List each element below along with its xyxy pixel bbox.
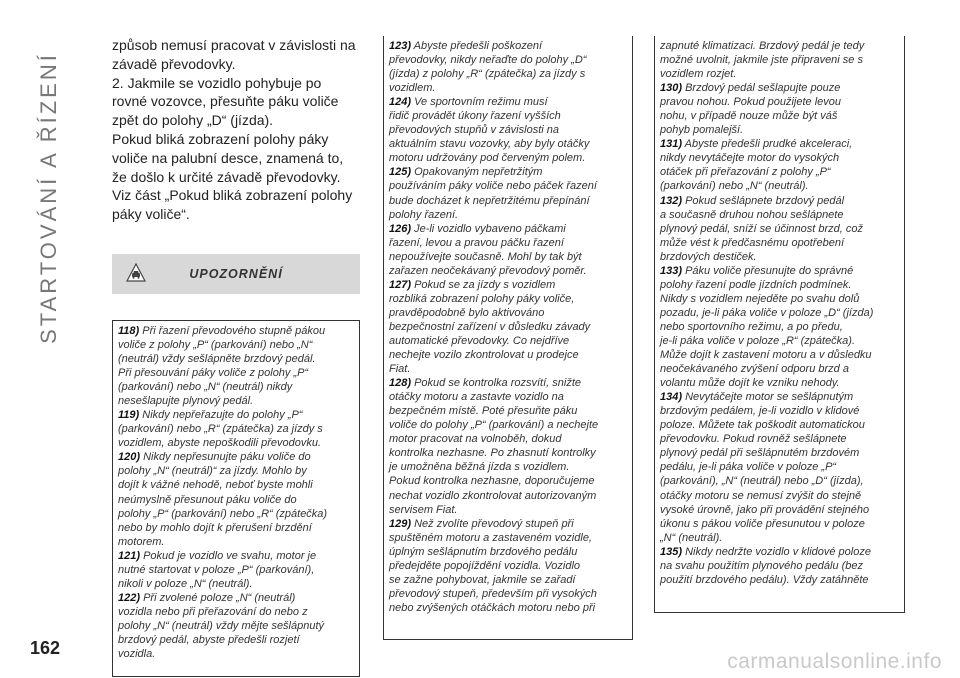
warning-car-icon: [126, 263, 146, 283]
note-line: [660, 81, 900, 95]
note-number: 118): [118, 324, 140, 337]
note-line: [118, 633, 355, 647]
intro-line: Viz část „Pokud bliká zobrazení polohy: [112, 187, 353, 204]
note-line: [389, 123, 628, 137]
note-text: Nikdy s vozidlem nejeděte po svahu dolů: [660, 292, 860, 305]
section-title: STARTOVÁNÍ A ŘÍZENÍ: [36, 52, 61, 344]
note-text: polohy řazení podle jízdních podmínek.: [660, 278, 852, 291]
note-text: je umožněna běžná jízda s vozidlem.: [389, 461, 570, 474]
note-text: polohy „N“ (neutrál) vždy mějte sešlápnutý: [118, 619, 325, 632]
warning-note: [389, 165, 628, 221]
note-line: [118, 619, 355, 633]
note-line: [389, 222, 628, 236]
intro-line: 2. Jakmile se vozidlo pohybuje po: [112, 74, 322, 91]
note-line: [660, 250, 900, 264]
note-line: [389, 53, 628, 67]
warning-note: [660, 545, 900, 587]
note-line: [389, 446, 628, 460]
note-text: a současně druhou nohou sešlápnete: [660, 208, 844, 221]
note-text: zařazen neočekávaný převodový poměr.: [389, 264, 587, 277]
note-text: (parkování) nebo „N“ (neutrál).: [660, 180, 809, 193]
warning-note: [389, 95, 628, 165]
warning-note: [118, 408, 355, 450]
note-text: brzdovým pedálem, je-li vozidlo v klidové: [660, 405, 860, 418]
note-number: 131): [660, 138, 683, 151]
note-number: 127): [389, 278, 412, 291]
note-line: [389, 362, 628, 376]
note-line: [118, 478, 355, 492]
intro-line: způsob nemusí pracovat v závislosti na: [112, 37, 356, 53]
warning-note: [389, 222, 628, 278]
note-number: 135): [660, 545, 683, 558]
note-line: [389, 320, 628, 334]
note-line: [389, 81, 628, 95]
note-text: bezpečnostní zařízení v důsledku závady: [389, 320, 591, 333]
note-line: [660, 194, 900, 208]
note-line: [660, 376, 900, 390]
note-text: (parkování), „N“ (neutrál) nebo „D“ (jízda),: [660, 475, 864, 488]
note-text: polohy „P“ (parkování) nebo „R“ (zpátečka): [118, 507, 328, 520]
note-text: Nevytáčejte motor se sešlápnutým: [682, 391, 854, 404]
note-line: [660, 489, 900, 503]
note-line: [389, 460, 628, 474]
note-line: [660, 123, 900, 137]
note-line: [389, 390, 628, 404]
note-text: úkonu s pákou voliče přesunutou v poloze: [660, 517, 865, 530]
warning-note: [118, 591, 355, 661]
note-text: spuštěném motoru a zastaveném vozidle,: [389, 531, 592, 544]
warning-header: [112, 254, 360, 294]
intro-line: zpět do polohy „D“ (jízda).: [112, 112, 274, 129]
note-text: motorem.: [118, 535, 165, 548]
note-text: Fiat.: [389, 363, 411, 376]
note-text: voliče z polohy „P“ (parkování) nebo „N“: [118, 339, 313, 352]
note-text: Pokud kontrolka nezhasne, doporučujeme: [389, 475, 595, 488]
note-text: motor pracovat na volnoběh, dokud: [389, 433, 562, 446]
note-text: zapnuté klimatizaci. Brzdový pedál je tedy: [660, 40, 865, 52]
note-number: 120): [118, 451, 141, 464]
note-text: převodových stupňů v závislosti na: [389, 124, 559, 137]
note-line: [389, 165, 628, 179]
note-text: Je-li vozidlo vybaveno páčkami: [411, 222, 566, 235]
note-text: „N“ (neutrál).: [660, 531, 723, 544]
note-line: [118, 422, 355, 436]
note-line: [660, 292, 900, 306]
note-line: [118, 366, 355, 380]
note-number: 129): [389, 517, 412, 530]
note-line: [660, 503, 900, 517]
warning-note: [660, 81, 900, 137]
note-text: voliče do polohy „P“ (parkování) a nechejte: [389, 419, 599, 432]
note-line: [118, 605, 355, 619]
note-line: [660, 179, 900, 193]
note-text: Nikdy nepřeřazujte do polohy „P“: [139, 409, 303, 422]
note-text: kontrolka nezhasne. Po zhasnutí kontrolky: [389, 447, 596, 460]
note-line: [389, 587, 628, 601]
note-text: nohu, v případě nouze může být váš: [660, 110, 838, 123]
note-text: řidič provádět úkony řazení vyšších: [389, 110, 561, 123]
note-line: [660, 222, 900, 236]
note-line: [118, 563, 355, 577]
note-line: [118, 450, 355, 464]
note-text: dojít k vážné nehodě, neboť byste mohli: [118, 479, 313, 492]
warning-note: [660, 39, 900, 81]
note-text: (neutrál) vždy sešlápněte brzdový pedál.: [118, 353, 316, 366]
note-line: [118, 352, 355, 366]
note-text: možné uvolnit, jakmile jste připraveni se s: [660, 54, 863, 67]
note-line: [389, 545, 628, 559]
note-text: Při zvolené poloze „N“ (neutrál): [140, 591, 296, 604]
note-line: [389, 67, 628, 81]
note-text: nebo sportovního režimu, a po předu,: [660, 320, 843, 333]
note-text: nesešlapujte plynový pedál.: [118, 395, 254, 408]
note-line: [389, 489, 628, 503]
note-line: [660, 545, 900, 559]
note-line: [118, 647, 355, 661]
note-text: volantu může dojít ke vzniku nehody.: [660, 377, 840, 390]
note-line: [660, 573, 900, 587]
note-line: [660, 517, 900, 531]
note-line: [389, 250, 628, 264]
note-text: Při řazení převodového stupně pákou: [139, 324, 326, 337]
note-line: [660, 236, 900, 250]
note-line: [389, 503, 628, 517]
watermark: carmanualsonline.info: [727, 650, 942, 673]
note-line: [660, 67, 900, 81]
note-text: Páku voliče přesunujte do správné: [682, 264, 854, 277]
note-text: plynový pedál, sníží se účinnost brzd, což: [660, 222, 863, 235]
note-text: polohy „N“ (neutrál)“ za jízdy. Mohlo by: [118, 465, 307, 478]
note-number: 122): [118, 591, 141, 604]
note-text: vozidlem rozjet.: [660, 68, 737, 81]
note-line: [660, 320, 900, 334]
note-text: používáním páky voliče nebo páček řazení: [389, 180, 597, 193]
note-text: pravděpodobně bylo aktivováno: [389, 306, 545, 319]
note-text: (parkování) nebo „N“ (neutrál) nikdy: [118, 381, 293, 394]
note-text: (parkování) nebo „R“ (zpátečka) za jízdy s: [118, 423, 323, 436]
note-line: [389, 418, 628, 432]
note-text: Abyste předešli poškození: [411, 40, 543, 52]
note-line: [660, 404, 900, 418]
note-text: polohy řazení.: [389, 208, 459, 221]
warning-note: [660, 264, 900, 390]
note-text: převodovky, nikdy neřaďte do polohy „D“: [389, 54, 587, 67]
note-line: [389, 179, 628, 193]
note-number: 125): [389, 166, 412, 179]
note-line: [660, 432, 900, 446]
note-number: 134): [660, 391, 683, 404]
note-line: [389, 474, 628, 488]
note-text: nikdy nevytáčejte motor do vysokých: [660, 152, 840, 165]
warning-note: [389, 278, 628, 376]
note-text: nutné startovat v poloze „P“ (parkování),: [118, 563, 315, 576]
note-text: nikoli v poloze „N“ (neutrál).: [118, 577, 253, 590]
note-line: [660, 264, 900, 278]
note-line: [389, 404, 628, 418]
warning-note: [118, 450, 355, 548]
note-line: [118, 591, 355, 605]
note-line: [389, 137, 628, 151]
note-text: Brzdový pedál sešlapujte pouze: [682, 82, 841, 95]
note-text: úplným sešlápnutím brzdového pedálu: [389, 545, 578, 558]
note-line: [660, 137, 900, 151]
note-line: [660, 95, 900, 109]
note-line: [660, 109, 900, 123]
note-line: [118, 464, 355, 478]
note-number: 133): [660, 264, 683, 277]
note-text: brzdový pedál, abyste předešli rozjetí: [118, 634, 300, 646]
warning-note: [389, 517, 628, 615]
note-text: (jízda) z polohy „R“ (zpátečka) za jízdy s: [389, 68, 586, 81]
note-line: [389, 559, 628, 573]
note-line: [389, 306, 628, 320]
note-line: [118, 338, 355, 352]
note-line: [660, 165, 900, 179]
note-line: [389, 208, 628, 222]
note-line: [118, 577, 355, 591]
note-text: bezpečném místě. Poté přesuňte páku: [389, 405, 578, 418]
note-number: 123): [389, 40, 412, 52]
warning-note: [389, 39, 628, 95]
note-text: nechat vozidlo zkontrolovat autorizovaným: [389, 489, 597, 502]
note-line: [389, 292, 628, 306]
note-line: [389, 517, 628, 531]
note-text: Ve sportovním režimu musí: [411, 96, 548, 109]
note-line: [389, 151, 628, 165]
intro-line: voliče na palubní desce, znamená to,: [112, 149, 344, 166]
note-text: Pokud se za jízdy s vozidlem: [411, 278, 556, 291]
note-text: motoru udržovány pod červeným polem.: [389, 152, 586, 165]
warning-note: [660, 137, 900, 193]
intro-line: páky voliče“.: [112, 206, 190, 223]
note-text: na svahu použitím plynového pedálu (bez: [660, 559, 864, 572]
note-text: aktuálním stavu vozovky, aby byly otáčky: [389, 138, 590, 151]
note-text: vozidlem.: [389, 82, 436, 95]
note-text: brzdových destiček.: [660, 250, 757, 263]
intro-text: [112, 36, 360, 224]
note-line: [389, 432, 628, 446]
note-line: [389, 531, 628, 545]
note-line: [660, 39, 900, 53]
note-text: nechejte vozilo zkontrolovat u prodejce: [389, 349, 579, 362]
warning-box-right: [654, 36, 905, 613]
note-text: převodovku. Pokud rovněž sešlápnete: [660, 433, 847, 446]
note-line: [118, 535, 355, 549]
warning-note: [660, 194, 900, 264]
note-line: [389, 236, 628, 250]
note-text: nebo zvýšených otáčkách motoru nebo při: [389, 601, 596, 614]
note-number: 128): [389, 377, 412, 390]
note-text: pozadu, je-li páka voliče v poloze „D“ (jízda): [660, 306, 874, 319]
warning-title: UPOZORNĚNÍ: [189, 266, 283, 281]
note-line: [389, 95, 628, 109]
note-number: 132): [660, 194, 683, 207]
note-text: servisem Fiat.: [389, 503, 458, 516]
note-line: [389, 348, 628, 362]
note-text: předejděte popojíždění vozidla. Vozidlo: [389, 559, 581, 572]
intro-line: závadě převodovky.: [112, 55, 236, 72]
warning-note: [118, 549, 355, 591]
note-text: řazení, levou a pravou páčku řazení: [389, 236, 564, 249]
note-text: Pokud sešlápnete brzdový pedál: [682, 194, 845, 207]
note-text: Pokud se kontrolka rozsvítí, snižte: [411, 377, 581, 390]
note-number: 119): [118, 409, 140, 422]
warning-note: [389, 376, 628, 516]
note-text: může vést k předčasnému opotřebení: [660, 236, 845, 249]
note-line: [118, 507, 355, 521]
note-line: [660, 446, 900, 460]
note-text: se zažne pohybovat, jakmile se zařadí: [389, 573, 576, 586]
note-text: automatické převodovky. Co nejdříve: [389, 334, 570, 347]
note-text: nepoužívejte současně. Mohl by tak být: [389, 250, 582, 263]
note-number: 124): [389, 96, 412, 109]
note-line: [660, 334, 900, 348]
note-line: [660, 531, 900, 545]
note-line: [118, 408, 355, 422]
note-text: Než zvolíte převodový stupeň při: [411, 517, 574, 530]
intro-line: že došlo k určité závadě převodovky.: [112, 168, 341, 185]
note-line: [660, 306, 900, 320]
note-number: 121): [118, 549, 141, 562]
note-text: vozidla.: [118, 648, 156, 661]
note-number: 130): [660, 82, 683, 95]
note-text: Nikdy nepřesunujte páku voliče do: [140, 451, 311, 464]
page-number: 162: [30, 638, 61, 658]
note-text: Při přesouvání páky voliče z polohy „P“: [118, 367, 309, 380]
warning-note: [118, 324, 355, 408]
warning-box-middle: [383, 36, 633, 640]
warning-box-left: [112, 320, 360, 677]
note-line: [389, 109, 628, 123]
note-text: bude docházet k nepřetržitému přepínání: [389, 194, 590, 207]
note-text: poloze. Můžete tak poškodit automatickou: [660, 419, 865, 432]
note-text: převodový stupeň, především při vysokých: [389, 587, 597, 600]
note-text: je-li páka voliče v poloze „R“ (zpátečka).: [660, 334, 856, 347]
note-line: [660, 559, 900, 573]
note-line: [118, 521, 355, 535]
note-line: [660, 474, 900, 488]
note-line: [660, 460, 900, 474]
note-text: neočekávaného zvýšení odporu brzd a: [660, 363, 849, 376]
warning-note: [660, 390, 900, 545]
note-line: [118, 436, 355, 450]
note-line: [389, 194, 628, 208]
note-line: [389, 376, 628, 390]
note-line: [389, 39, 628, 53]
note-text: neúmyslně přesunout páku voliče do: [118, 493, 297, 506]
note-text: použití brzdového pedálu). Vždy zatáhněte: [660, 573, 869, 586]
note-text: Opakovaným nepřetržitým: [411, 166, 543, 179]
note-line: [660, 348, 900, 362]
note-line: [389, 573, 628, 587]
note-line: [660, 362, 900, 376]
note-text: rozbliká zobrazení polohy páky voliče,: [389, 292, 575, 305]
note-line: [389, 601, 628, 615]
note-line: [660, 278, 900, 292]
note-line: [389, 278, 628, 292]
note-text: vozidlem, abyste nepoškodili převodovku.: [118, 437, 322, 450]
note-text: vozidla nebo při přeřazování do nebo z: [118, 605, 308, 618]
note-text: Pokud je vozidlo ve svahu, motor je: [140, 549, 317, 562]
note-line: [660, 390, 900, 404]
note-line: [118, 394, 355, 408]
left-column: [112, 36, 360, 677]
note-line: [660, 151, 900, 165]
intro-line: rovné vozovce, přesuňte páku voliče: [112, 93, 339, 110]
note-number: 126): [389, 222, 412, 235]
note-text: pravou nohou. Pokud použijete levou: [660, 96, 842, 109]
note-text: Může dojít k zastavení motoru a v důsledku: [660, 349, 872, 362]
note-line: [118, 380, 355, 394]
note-line: [660, 418, 900, 432]
note-text: otáčky motoru a zastavte vozidlo na: [389, 391, 564, 404]
note-text: otáčky motoru se nemusí zvýšit do stejně: [660, 489, 862, 502]
note-line: [118, 549, 355, 563]
note-text: plynový pedál při sešlápnutém brzdovém: [660, 447, 860, 460]
note-text: otáček při přeřazování z polohy „P“: [660, 166, 831, 179]
note-text: Abyste předešli prudké akceleraci,: [682, 138, 853, 151]
note-line: [118, 324, 355, 338]
note-text: pohyb pomalejší.: [660, 124, 744, 137]
note-line: [660, 208, 900, 222]
note-line: [389, 334, 628, 348]
note-text: Nikdy nedržte vozidlo v klidové poloze: [682, 545, 871, 558]
note-line: [118, 493, 355, 507]
note-line: [660, 53, 900, 67]
note-text: nebo by mohlo dojít k přerušení brzdění: [118, 521, 312, 534]
note-text: pedálu, je-li páka voliče v poloze „P“: [660, 461, 837, 474]
intro-line: Pokud bliká zobrazení polohy páky: [112, 130, 329, 147]
note-line: [389, 264, 628, 278]
note-text: vysoké úrovně, jako při provádění stejného: [660, 503, 870, 516]
